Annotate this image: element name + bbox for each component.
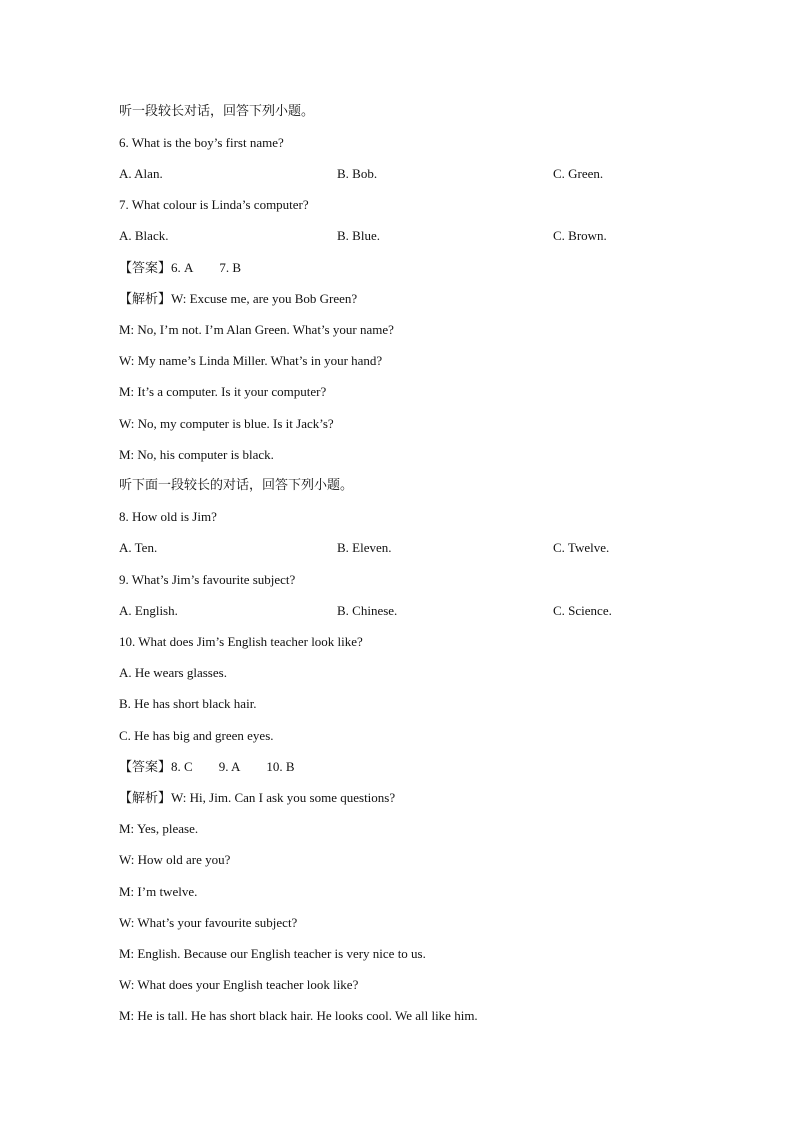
question-8: 8. How old is Jim? xyxy=(119,509,217,524)
question-8-option-b: B. Eleven. xyxy=(337,540,392,555)
question-10-option-a: A. He wears glasses. xyxy=(119,665,227,680)
answer-tag: 【答案】 xyxy=(119,760,172,775)
answer-item: 9. A xyxy=(218,759,241,774)
question-6: 6. What is the boy’s first name? xyxy=(119,135,284,150)
dialogue-line: M: It’s a computer. Is it your computer? xyxy=(119,384,327,399)
analysis-line-2 xyxy=(119,788,395,808)
dialogue-line: W: Hi, Jim. Can I ask you some questions? xyxy=(171,790,396,805)
analysis-tag: 【解析】 xyxy=(119,292,172,307)
question-9-option-c: C. Science. xyxy=(553,603,612,618)
dialogue-line: W: My name’s Linda Miller. What’s in your hand? xyxy=(119,353,383,368)
dialogue-line: M: He is tall. He has short black hair. He looks cool. We all like him. xyxy=(119,1008,478,1023)
analysis-line-1 xyxy=(119,289,357,309)
dialogue-line: W: What does your English teacher look like? xyxy=(119,977,359,992)
answer-item: 7. B xyxy=(219,260,242,275)
section1-heading: 听一段较长对话，回答下列小题。 xyxy=(119,104,315,119)
answer-item: 8. C xyxy=(171,759,193,774)
dialogue-line: M: No, I’m not. I’m Alan Green. What’s your name? xyxy=(119,322,394,337)
question-8-option-a: A. Ten. xyxy=(119,540,158,555)
question-9-option-b: B. Chinese. xyxy=(337,603,398,618)
dialogue-line: M: English. Because our English teacher is very nice to us. xyxy=(119,946,426,961)
analysis-tag: 【解析】 xyxy=(119,791,172,806)
question-6-option-c: C. Green. xyxy=(553,166,604,181)
dialogue-line: M: Yes, please. xyxy=(119,821,199,836)
question-10-option-c: C. He has big and green eyes. xyxy=(119,728,274,743)
question-9-option-a: A. English. xyxy=(119,603,178,618)
question-9: 9. What’s Jim’s favourite subject? xyxy=(119,572,296,587)
dialogue-line: W: How old are you? xyxy=(119,852,231,867)
question-6-option-a: A. Alan. xyxy=(119,166,163,181)
question-8-option-c: C. Twelve. xyxy=(553,540,610,555)
question-7-option-a: A. Black. xyxy=(119,228,169,243)
section2-heading: 听下面一段较长的对话，回答下列小题。 xyxy=(119,478,354,493)
dialogue-line: W: What’s your favourite subject? xyxy=(119,915,298,930)
question-7-option-c: C. Brown. xyxy=(553,228,607,243)
question-10: 10. What does Jim’s English teacher look like? xyxy=(119,634,363,649)
dialogue-line: M: I’m twelve. xyxy=(119,884,198,899)
answer-line-1 xyxy=(119,258,241,278)
answer-item: 10. B xyxy=(266,759,295,774)
question-7: 7. What colour is Linda’s computer? xyxy=(119,197,309,212)
question-6-option-b: B. Bob. xyxy=(337,166,378,181)
question-10-option-b: B. He has short black hair. xyxy=(119,696,257,711)
question-7-option-b: B. Blue. xyxy=(337,228,380,243)
dialogue-line: W: Excuse me, are you Bob Green? xyxy=(171,291,358,306)
answer-item: 6. A xyxy=(171,260,194,275)
answer-tag: 【答案】 xyxy=(119,261,172,276)
dialogue-line: W: No, my computer is blue. Is it Jack’s? xyxy=(119,416,334,431)
dialogue-line: M: No, his computer is black. xyxy=(119,447,274,462)
answer-line-2 xyxy=(119,757,295,777)
